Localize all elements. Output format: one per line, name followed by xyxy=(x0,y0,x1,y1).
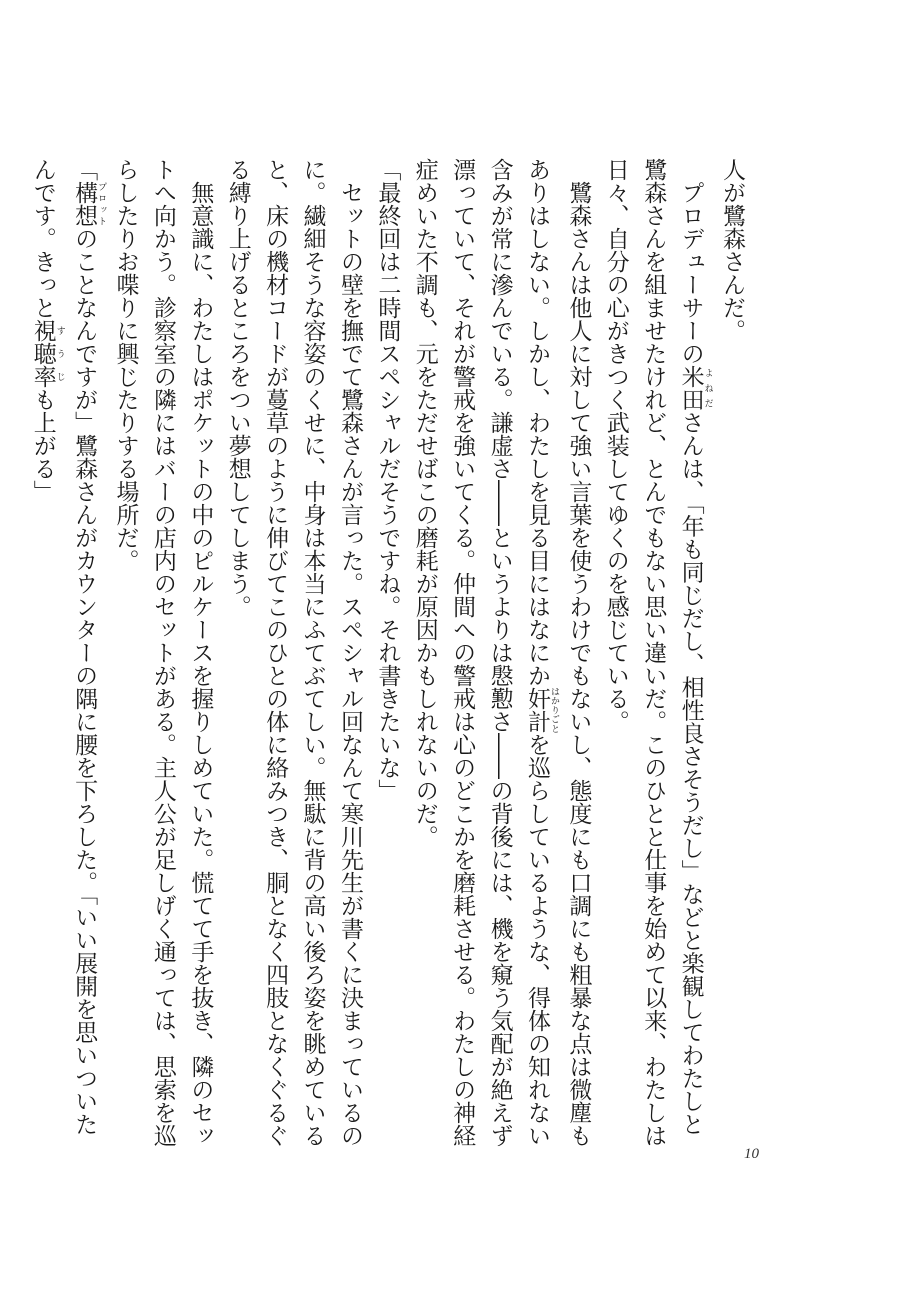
text-fragment: ありはしない。しかし、わたしを見る目にはなにか xyxy=(523,158,550,687)
ruby-base: 構想 xyxy=(71,181,98,227)
ruby-shichouritsu xyxy=(29,319,65,388)
text-fragment: 「 xyxy=(71,158,98,181)
ruby-reading: すうじ xyxy=(54,319,65,388)
text-line-19 xyxy=(23,158,64,1138)
ruby-reading: はかりごと xyxy=(548,687,559,733)
vertical-text-body xyxy=(29,158,750,1147)
text-line-7: 含みが常に滲んでいる。謙虚さ――というよりは慇懃さ――の背後には、機を窺う気配が絶えず xyxy=(486,158,513,1147)
ruby-reading: プロット xyxy=(96,181,107,227)
ruby-plot xyxy=(71,181,107,227)
text-fragment: のことなんですが」鷺森さんがカウンターの隅に腰を下ろした。「いい展開を思いついた xyxy=(71,227,98,1136)
text-line-2 xyxy=(671,158,712,1138)
ruby-yoneda xyxy=(677,365,713,411)
text-line-10: 「最終回は二時間スペシャルだそうですね。それ書きたいな」 xyxy=(374,158,401,802)
ruby-base: 米田 xyxy=(677,365,704,411)
text-line-4: 日々、自分の心がきつく武装してゆくのを感じている。 xyxy=(602,158,629,733)
text-line-5: 鷺森さんは他人に対して強い言葉を使うわけでもないし、態度にも口調にも粗暴な点は微塵も xyxy=(565,158,592,1147)
page-number: 10 xyxy=(744,1146,759,1162)
text-fragment: を巡らしているような、得体の知れない xyxy=(523,733,550,1147)
text-line-17: らしたりお喋りに興じたりする場所だ。 xyxy=(112,158,139,572)
text-line-3: 鷺森さんを組ませたけれど、とんでもない思い違いだ。このひとと仕事を始めて以来、わたしは xyxy=(640,158,667,1147)
text-line-16: トへ向かう。診察室の隣にはバーの店内のセットがある。主人公が足しげく通っては、思索を巡 xyxy=(149,158,176,1147)
text-line-11: セットの壁を撫でて鷺森さんが言った。スペシャル回なんて寒川先生が書くに決まっているの xyxy=(336,158,363,1147)
text-fragment: プロデューサーの xyxy=(677,158,704,365)
text-fragment: さんは、「年も同じだし、相性良さそうだし」などと楽観してわたしと xyxy=(677,411,704,1136)
text-line-15: 無意識に、わたしはポケットの中のピルケースを握りしめていた。慌てて手を抜き、隣のセッ xyxy=(187,158,214,1147)
text-line-1: 人が鷺森さんだ。 xyxy=(719,158,745,342)
text-line-6 xyxy=(518,158,559,1147)
text-line-14: る縛り上げるところをつい夢想してしまう。 xyxy=(224,158,251,618)
text-line-12: に。繊細そうな容姿のくせに、中身は本当にふてぶてしい。無駄に背の高い後ろ姿を眺めている xyxy=(299,158,326,1147)
text-fragment: んです。きっと xyxy=(29,158,56,319)
ruby-hakarigoto xyxy=(523,687,559,733)
text-fragment: も上がる」 xyxy=(29,388,56,503)
ruby-base: 視聴率 xyxy=(29,319,56,388)
text-line-13: と、床の機材コードが蔓草のように伸びてこのひとの体に絡みつき、胴となく四肢となくぐるぐ xyxy=(262,158,289,1147)
ruby-base: 奸計 xyxy=(523,687,550,733)
text-line-9: 症めいた不調も、元をただせばこの磨耗が原因かもしれないのだ。 xyxy=(411,158,438,848)
text-line-8: 漂っていて、それが警戒を強いてくる。仲間への警戒は心のどこかを磨耗させる。わたしの神経 xyxy=(449,158,476,1147)
text-line-18 xyxy=(65,158,106,1138)
ruby-reading: よねだ xyxy=(702,365,713,411)
